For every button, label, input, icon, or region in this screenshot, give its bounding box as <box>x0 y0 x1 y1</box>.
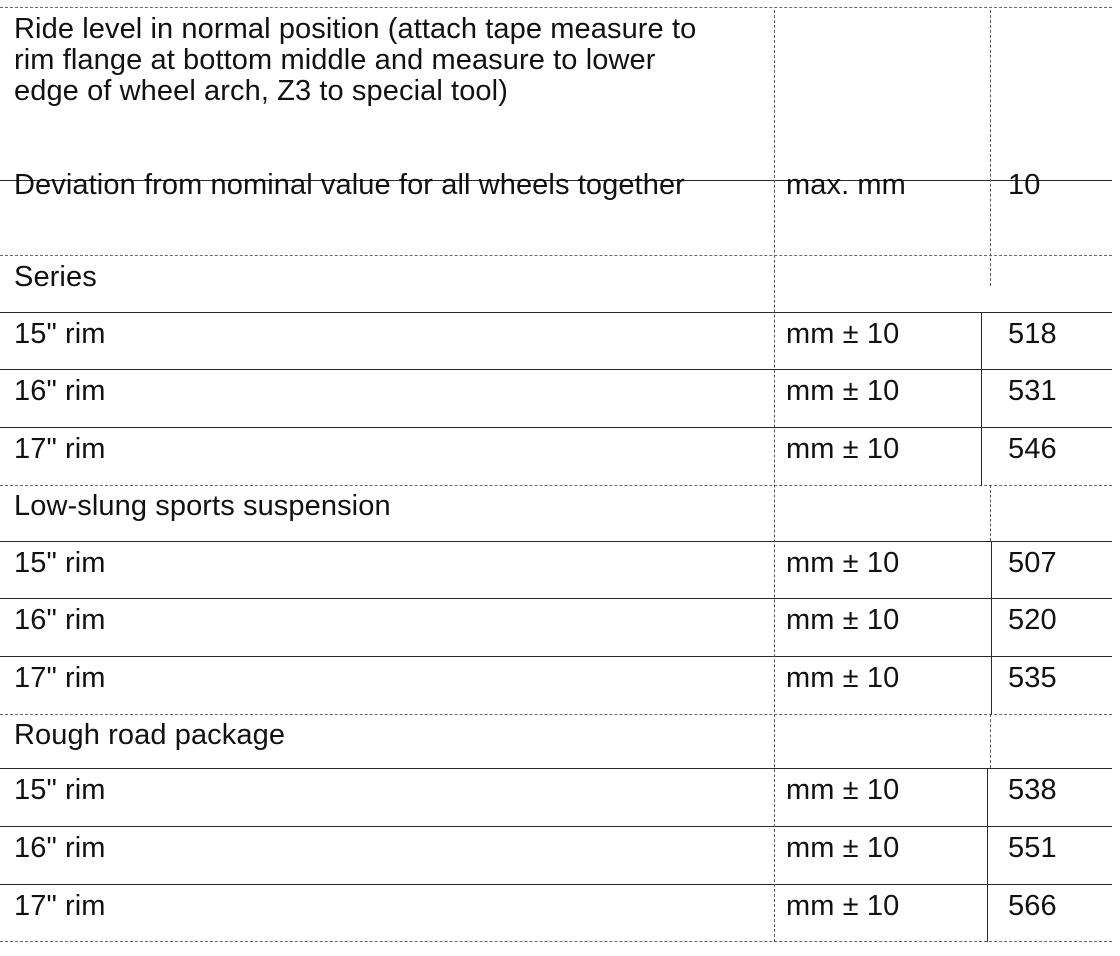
spec-value: 551 <box>1008 832 1057 864</box>
column-divider <box>990 10 991 286</box>
row-divider <box>0 714 1112 715</box>
row-divider <box>0 255 1112 256</box>
spec-unit: mm ± 10 <box>786 832 900 864</box>
spec-description: 16" rim <box>14 604 106 636</box>
spec-value: 531 <box>1008 375 1057 407</box>
column-divider <box>774 10 775 942</box>
column-divider <box>990 714 991 768</box>
spec-description: 16" rim <box>14 832 106 864</box>
spec-unit: mm ± 10 <box>786 774 900 806</box>
spec-value: 507 <box>1008 547 1057 579</box>
spec-description: Deviation from nominal value for all wheels together <box>14 169 685 201</box>
spec-description: 15" rim <box>14 318 106 350</box>
spec-value: 538 <box>1008 774 1057 806</box>
column-divider <box>990 485 991 541</box>
section-label-low-slung: Low-slung sports suspension <box>14 490 391 522</box>
row-divider <box>0 485 1112 486</box>
spec-value: 566 <box>1008 890 1057 922</box>
spec-value: 535 <box>1008 662 1057 694</box>
spec-unit: mm ± 10 <box>786 547 900 579</box>
spec-description: 15" rim <box>14 547 106 579</box>
spec-value: 546 <box>1008 433 1057 465</box>
column-divider <box>981 312 982 486</box>
spec-description: 17" rim <box>14 433 106 465</box>
spec-unit: mm ± 10 <box>786 604 900 636</box>
row-divider <box>0 884 1112 885</box>
section-label-series: Series <box>14 261 97 293</box>
row-divider <box>0 656 1112 657</box>
row-divider <box>0 312 1112 313</box>
spec-unit: mm ± 10 <box>786 890 900 922</box>
section-label-rough-road: Rough road package <box>14 719 286 751</box>
row-divider <box>0 541 1112 542</box>
column-divider <box>991 541 992 715</box>
spec-value: 518 <box>1008 318 1057 350</box>
row-divider <box>0 598 1112 599</box>
row-divider <box>0 768 1112 769</box>
row-divider <box>0 369 1112 370</box>
spec-value: 520 <box>1008 604 1057 636</box>
spec-unit: mm ± 10 <box>786 662 900 694</box>
spec-description: 17" rim <box>14 662 106 694</box>
spec-description: 16" rim <box>14 375 106 407</box>
row-divider <box>0 7 1112 8</box>
spec-unit: mm ± 10 <box>786 318 900 350</box>
spec-value: 10 <box>1008 169 1041 201</box>
row-divider <box>0 826 1112 827</box>
spec-unit: max. mm <box>786 169 906 201</box>
spec-unit: mm ± 10 <box>786 433 900 465</box>
spec-unit: mm ± 10 <box>786 375 900 407</box>
spec-description: 15" rim <box>14 774 106 806</box>
row-divider <box>0 941 1112 942</box>
row-divider <box>0 427 1112 428</box>
spec-description: 17" rim <box>14 890 106 922</box>
column-divider <box>987 768 988 942</box>
heading-description: Ride level in normal position (attach tape measure to rim flange at bottom middle and measure to lower edge of wheel arch, Z3 to special tool) <box>14 13 697 107</box>
